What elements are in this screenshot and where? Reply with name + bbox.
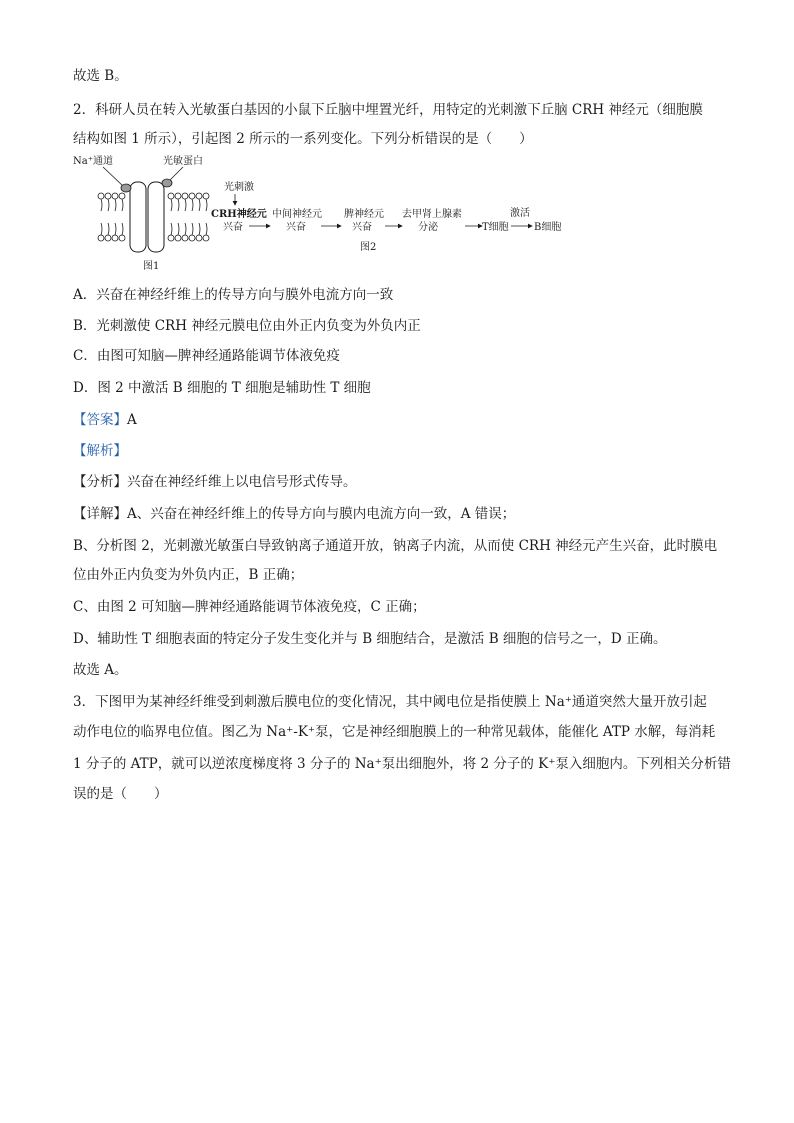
xiangjie-text: A、兴奋在神经纤维上的传导方向与膜内电流方向一致，A 错误； — [127, 506, 516, 522]
answer-value: A — [127, 412, 137, 428]
photosensitive-protein-shape — [162, 179, 172, 187]
na-channel-gate — [121, 184, 131, 192]
question-2-conclusion: 故选 A。 — [73, 662, 128, 678]
fenxi-tag: 【分析】 — [73, 474, 127, 490]
detail-d: D、辅助性 T 细胞表面的特定分子发生变化并与 B 细胞结合，是激活 B 细胞的信号之一，D 正确。 — [73, 631, 667, 647]
fig2-node4-top: 去甲肾上腺素 — [402, 209, 462, 220]
analysis-tag: 【解析】 — [73, 443, 127, 459]
fig2-node2-top: 中间神经元 — [272, 209, 322, 220]
na-channel-protein — [130, 182, 164, 252]
fenxi-line — [73, 472, 723, 492]
fig2-node1-bottom: 兴奋 — [223, 222, 243, 233]
question-3-line-1: 3．下图甲为某神经纤维受到刺激后膜电位的变化情况，其中阈电位是指使膜上 Na⁺通道突然大量开放引起 — [73, 694, 707, 710]
question-3-line-3: 1 分子的 ATP，就可以逆浓度梯度将 3 分子的 Na⁺泵出细胞外，将 2 分子的 K⁺泵入细胞内。下列相关分析错 — [73, 756, 731, 772]
answer-line — [73, 410, 723, 430]
fig2-activate-label: 激活 — [510, 208, 530, 219]
fig1-label-photosensitive-protein: 光敏蛋白 — [163, 156, 203, 167]
xiangjie-tag: 【详解】 — [73, 506, 127, 522]
fig2-node4-bottom: 分泌 — [418, 222, 438, 233]
fig2-node5: T细胞 — [482, 222, 509, 233]
answer-tag: 【答案】 — [73, 412, 127, 428]
fig2-node6: B细胞 — [534, 222, 562, 233]
option-b: B．光刺激使 CRH 神经元膜电位由外正内负变为外负内正 — [73, 318, 421, 334]
option-c: C．由图可知脑—脾神经通路能调节体液免疫 — [73, 348, 340, 364]
fenxi-text: 兴奋在神经纤维上以电信号形式传导。 — [127, 474, 357, 490]
option-d: D．图 2 中激活 B 细胞的 T 细胞是辅助性 T 细胞 — [73, 380, 371, 396]
detail-b-line-1: B、分析图 2，光刺激光敏蛋白导致钠离子通道开放，钠离子内流，从而使 CRH 神经元产生兴奋，此时膜电 — [73, 538, 718, 554]
fig1-caption: 图1 — [143, 261, 160, 272]
detail-b-line-2: 位由外正内负变为外负内正，B 正确； — [73, 567, 304, 583]
option-a: A．兴奋在神经纤维上的传导方向与膜外电流方向一致 — [73, 287, 394, 303]
fig2-node2-bottom: 兴奋 — [286, 222, 306, 233]
detail-c: C、由图 2 可知脑—脾神经通路能调节体液免疫，C 正确； — [73, 599, 426, 615]
question-3-line-2: 动作电位的临界电位值。图乙为 Na⁺-K⁺泵，它是神经细胞膜上的一种常见载体，能催化 ATP 水解，每消耗 — [73, 724, 716, 740]
analysis-line — [73, 441, 723, 461]
xiangjie-line — [73, 504, 723, 524]
fig1-label-na-channel: Na⁺通道 — [73, 156, 113, 167]
fig2-caption: 图2 — [360, 242, 377, 253]
figure-2-flowchart — [211, 180, 561, 253]
fig2-node3-bottom: 兴奋 — [352, 222, 372, 233]
question-2-figure — [73, 152, 573, 274]
fig2-stimulus-label: 光刺激 — [224, 182, 254, 193]
figure-1-membrane-diagram — [73, 154, 209, 272]
question-2-stem-line-1: 2．科研人员在转入光敏蛋白基因的小鼠下丘脑中埋置光纤，用特定的光刺激下丘脑 CRH 神经元（细胞膜 — [73, 102, 703, 118]
previous-conclusion: 故选 B。 — [73, 68, 128, 84]
question-3-line-4: 误的是（ ） — [73, 786, 168, 802]
fig2-node1-top: CRH神经元 — [211, 209, 267, 220]
question-2-stem-line-2: 结构如图 1 所示），引起图 2 所示的一系列变化。下列分析错误的是（ ） — [73, 131, 533, 147]
fig2-node3-top: 脾神经元 — [344, 209, 384, 220]
